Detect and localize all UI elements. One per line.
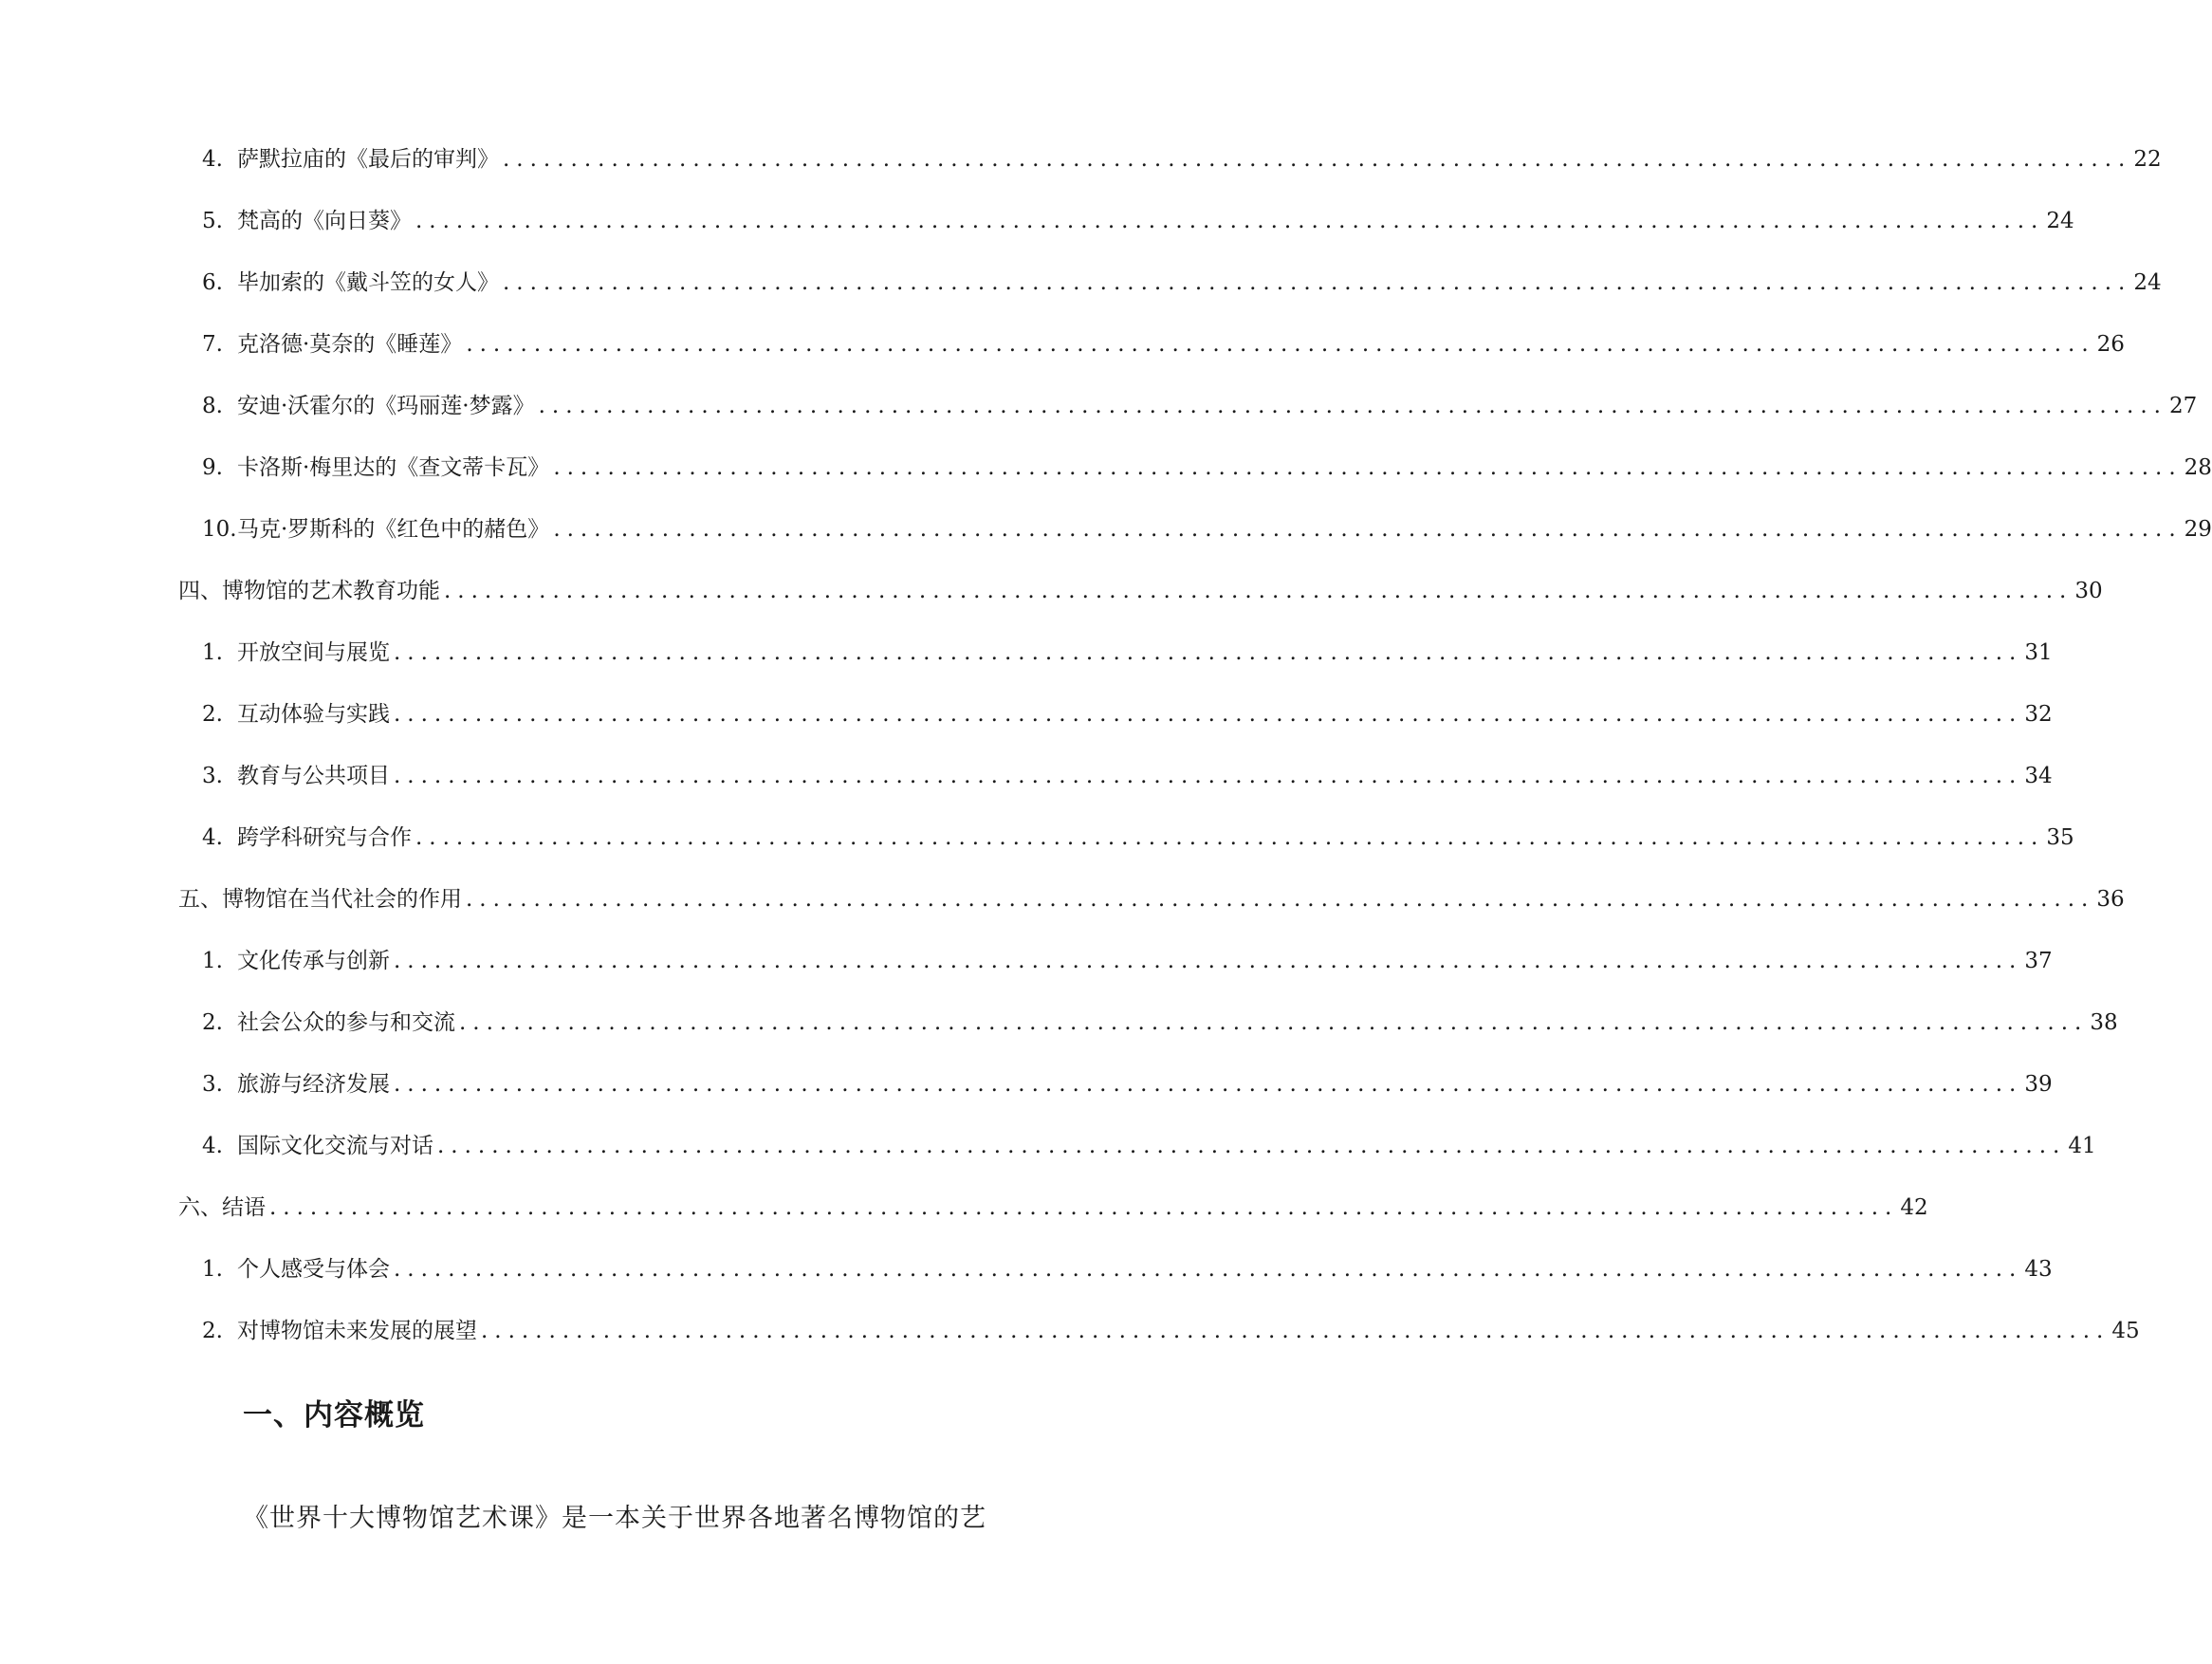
toc-entry-page-number: 30 [2074,579,2103,603]
toc-entry-number: 1. [202,1257,223,1282]
toc-entry-title: 互动体验与实践 [237,702,390,727]
toc-entry[interactable] [202,700,2053,729]
section-heading: 一、内容概览 [243,1398,425,1433]
toc-dot-leader: ........................................................................................................................ [394,764,2023,788]
toc-entry-title: 克洛德·莫奈的《睡莲》 [237,332,463,357]
toc-entry-page-number: 43 [2024,1257,2053,1282]
toc-entry-title: 卡洛斯·梅里达的《查文蒂卡瓦》 [237,455,550,480]
toc-entry-title: 旅游与经济发展 [237,1072,390,1097]
toc-entry[interactable] [202,1132,2096,1160]
toc-entry[interactable] [202,762,2053,790]
toc-entry-title: 梵高的《向日葵》 [237,209,412,233]
toc-entry-title: 国际文化交流与对话 [237,1134,433,1158]
toc-entry-page-number: 32 [2024,702,2053,727]
toc-entry-page-number: 29 [2184,517,2212,542]
toc-entry-title: 社会公众的参与和交流 [237,1010,455,1035]
toc-entry-page-number: 38 [2090,1010,2118,1035]
toc-entry-title: 萨默拉庙的《最后的审判》 [237,147,499,172]
toc-entry-number: 4. [202,1134,223,1158]
toc-entry-title: 教育与公共项目 [237,764,390,788]
toc-entry-number: 5. [202,209,223,233]
toc-entry-page-number: 36 [2096,887,2125,912]
toc-entry[interactable] [202,638,2053,667]
toc-entry-title: 安迪·沃霍尔的《玛丽莲·梦露》 [237,394,535,418]
toc-entry-page-number: 24 [2133,270,2162,295]
toc-dot-leader: ........................................................................................................................ [503,147,2132,172]
toc-entry-title: 文化传承与创新 [237,949,390,973]
toc-dot-leader: ........................................................................................................................ [394,702,2023,727]
toc-dot-leader: ........................................................................................................................ [415,209,2045,233]
toc-entry-page-number: 24 [2046,209,2074,233]
toc-entry[interactable] [202,823,2074,852]
toc-entry-page-number: 27 [2168,394,2198,418]
toc-dot-leader: ........................................................................................................................ [553,517,2183,542]
toc-entry-number: 2. [202,1010,223,1035]
toc-entry[interactable] [202,515,2212,544]
toc-entry[interactable] [202,392,2198,420]
toc-entry[interactable] [202,145,2162,174]
toc-dot-leader: ........................................................................................................................ [553,455,2183,480]
toc-entry[interactable] [202,330,2125,359]
toc-entry-title: 五、博物馆在当代社会的作用 [178,887,462,912]
toc-entry-page-number: 28 [2184,455,2212,480]
toc-dot-leader: ........................................................................................................................ [538,394,2167,418]
toc-entry-page-number: 22 [2133,147,2162,172]
toc-entry-page-number: 35 [2046,825,2074,850]
toc-entry[interactable] [202,453,2212,482]
toc-entry-number: 2. [202,1319,223,1343]
toc-entry[interactable] [202,268,2162,297]
toc-entry-number: 4. [202,825,223,850]
toc-entry-title: 对博物馆未来发展的展望 [237,1319,477,1343]
toc-entry[interactable] [202,207,2074,235]
toc-dot-leader: ........................................................................................................................ [269,1195,1899,1220]
toc-entry-page-number: 39 [2024,1072,2053,1097]
toc-entry-number: 8. [202,394,223,418]
toc-entry-number: 1. [202,640,223,665]
toc-entry-title: 六、结语 [178,1195,266,1220]
toc-dot-leader: ........................................................................................................................ [481,1319,2111,1343]
toc-dot-leader: ........................................................................................................................ [466,887,2095,912]
toc-entry[interactable] [178,1193,1928,1222]
toc-entry-title: 马克·罗斯科的《红色中的赭色》 [237,517,550,542]
toc-entry-number: 2. [202,702,223,727]
toc-dot-leader: ........................................................................................................................ [459,1010,2089,1035]
toc-entry[interactable] [202,1255,2053,1284]
toc-entry-page-number: 34 [2024,764,2053,788]
toc-entry-number: 6. [202,270,223,295]
toc-entry-page-number: 37 [2024,949,2053,973]
toc-entry-number: 4. [202,147,223,172]
toc-entry-number: 1. [202,949,223,973]
toc-dot-leader: ........................................................................................................................ [394,1257,2023,1282]
toc-entry-page-number: 45 [2111,1319,2140,1343]
toc-dot-leader: ........................................................................................................................ [394,640,2023,665]
toc-entry-title: 四、博物馆的艺术教育功能 [178,579,440,603]
toc-entry-page-number: 31 [2024,640,2053,665]
toc-dot-leader: ........................................................................................................................ [444,579,2074,603]
toc-entry-title: 个人感受与体会 [237,1257,390,1282]
toc-entry-number: 3. [202,764,223,788]
toc-entry-number: 9. [202,455,223,480]
toc-entry[interactable] [202,1008,2118,1037]
toc-entry[interactable] [178,885,2125,914]
toc-entry[interactable] [202,947,2053,975]
toc-dot-leader: ........................................................................................................................ [503,270,2132,295]
toc-dot-leader: ........................................................................................................................ [394,1072,2023,1097]
toc-entry-page-number: 41 [2068,1134,2096,1158]
toc-entry-page-number: 26 [2096,332,2125,357]
toc-dot-leader: ........................................................................................................................ [415,825,2045,850]
toc-entry-title: 毕加索的《戴斗笠的女人》 [237,270,499,295]
toc-entry-number: 7. [202,332,223,357]
toc-entry-number: 3. [202,1072,223,1097]
toc-entry[interactable] [202,1070,2053,1099]
toc-entry-title: 开放空间与展览 [237,640,390,665]
toc-dot-leader: ........................................................................................................................ [394,949,2023,973]
toc-entry-title: 跨学科研究与合作 [237,825,412,850]
toc-entry-number: 10. [202,517,237,542]
toc-dot-leader: ........................................................................................................................ [466,332,2095,357]
toc-entry[interactable] [178,577,2103,605]
toc-entry-page-number: 42 [1900,1195,1928,1220]
toc-entry[interactable] [202,1317,2140,1345]
toc-dot-leader: ........................................................................................................................ [437,1134,2067,1158]
body-paragraph: 《世界十大博物馆艺术课》是一本关于世界各地著名博物馆的艺 [243,1504,986,1533]
